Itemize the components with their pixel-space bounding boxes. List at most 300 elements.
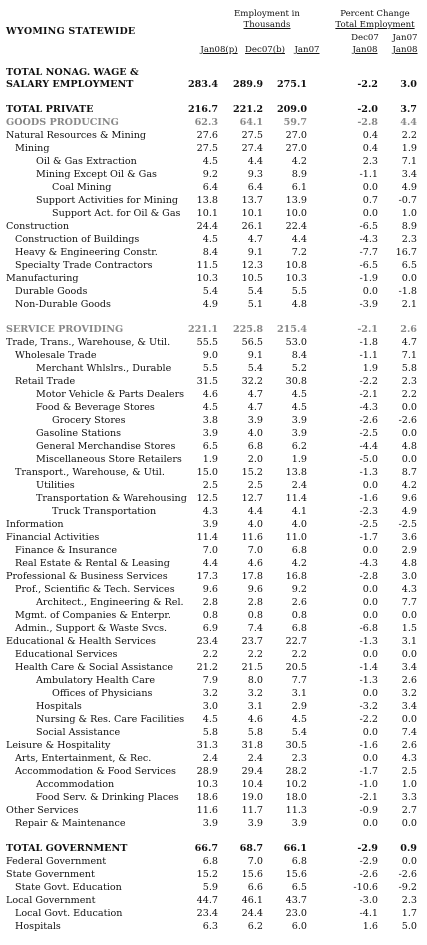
cell-dec07: 6.2: [247, 921, 263, 932]
cell-pct-dec07-jan08: -2.1: [357, 324, 378, 335]
table-row: [0, 635, 427, 648]
table-row: [0, 778, 427, 791]
cell-pct-jan07-jan08: 4.9: [401, 506, 417, 517]
table-row: [0, 259, 427, 272]
cell-jan07: 30.8: [285, 376, 307, 387]
table-row: [0, 609, 427, 622]
cell-jan08: 1.9: [202, 454, 218, 465]
percent-header: [327, 9, 423, 31]
cell-pct-dec07-jan08: -6.5: [359, 221, 378, 232]
cell-jan08: 24.4: [196, 221, 218, 232]
cell-dec07: 289.9: [232, 79, 263, 90]
cell-jan07: 1.9: [291, 454, 307, 465]
cell-dec07: 2.5: [247, 480, 263, 491]
cell-pct-dec07-jan08: -1.3: [359, 636, 378, 647]
cell-jan07: 9.2: [291, 584, 307, 595]
row-label: Local Govt. Education: [15, 908, 123, 919]
cell-jan08: 21.2: [196, 662, 218, 673]
cell-dec07: 9.3: [247, 169, 263, 180]
cell-pct-dec07-jan08: -2.5: [359, 519, 378, 530]
cell-pct-jan07-jan08: 0.0: [401, 610, 417, 621]
cell-dec07: 3.2: [247, 688, 263, 699]
cell-jan07: 27.0: [285, 130, 307, 141]
row-label: Miscellaneous Store Retailers: [36, 454, 182, 465]
row-label: Food & Beverage Stores: [36, 402, 155, 413]
cell-pct-jan07-jan08: 2.6: [401, 675, 417, 686]
cell-dec07: 4.0: [247, 428, 263, 439]
cell-pct-jan07-jan08: 3.2: [401, 688, 417, 699]
col-pct-jan07-jan08: Jan08: [392, 45, 418, 55]
cell-pct-dec07-jan08: -6.5: [359, 260, 378, 271]
cell-dec07: 68.7: [239, 843, 263, 854]
cell-dec07: 4.4: [247, 506, 263, 517]
table-row: [0, 207, 427, 220]
cell-dec07: 15.2: [241, 467, 263, 478]
cell-pct-dec07-jan08: -2.3: [359, 506, 378, 517]
row-label: GOODS PRODUCING: [6, 117, 119, 128]
table-row: [0, 674, 427, 687]
row-label: Durable Goods: [15, 286, 88, 297]
percent-header-line2: Total Employment: [335, 20, 415, 30]
cell-pct-dec07-jan08: -2.6: [359, 869, 378, 880]
cell-dec07: 7.4: [247, 623, 263, 634]
table-row: [0, 323, 427, 336]
table-row: [0, 453, 427, 466]
row-label: Natural Resources & Mining: [6, 130, 147, 141]
row-label: Grocery Stores: [52, 415, 126, 426]
cell-pct-dec07-jan08: 0.0: [362, 727, 378, 738]
cell-dec07: 4.0: [247, 519, 263, 530]
cell-dec07: 11.7: [241, 805, 263, 816]
cell-jan07: 4.0: [291, 519, 307, 530]
cell-dec07: 5.8: [247, 727, 263, 738]
row-label: Wholesale Trade: [15, 350, 97, 361]
employment-header: [222, 9, 312, 31]
cell-pct-jan07-jan08: 3.0: [400, 79, 417, 90]
cell-jan08: 3.2: [202, 688, 218, 699]
cell-jan07: 10.2: [285, 779, 307, 790]
row-label: Information: [6, 519, 64, 530]
row-label: Accommodation: [36, 779, 115, 790]
cell-pct-jan07-jan08: 4.9: [401, 182, 417, 193]
cell-jan07: 0.8: [291, 610, 307, 621]
cell-pct-dec07-jan08: -3.9: [359, 299, 378, 310]
cell-jan07: 13.9: [285, 195, 307, 206]
row-label: State Govt. Education: [15, 882, 122, 893]
cell-pct-dec07-jan08: -4.3: [359, 558, 378, 569]
cell-jan08: 31.3: [196, 740, 218, 751]
cell-pct-jan07-jan08: 6.5: [401, 260, 417, 271]
cell-jan08: 5.8: [202, 727, 218, 738]
cell-dec07: 6.6: [247, 882, 263, 893]
row-label: Hospitals: [15, 921, 61, 932]
cell-pct-jan07-jan08: 2.6: [400, 324, 417, 335]
cell-jan08: 31.5: [196, 376, 218, 387]
cell-dec07: 64.1: [239, 117, 263, 128]
cell-jan08: 7.0: [202, 545, 218, 556]
cell-jan08: 23.4: [196, 636, 218, 647]
row-label: Prof., Scientific & Tech. Services: [15, 584, 175, 595]
row-label: Nursing & Res. Care Facilities: [36, 714, 185, 725]
table-row: [0, 440, 427, 453]
table-row: [0, 168, 427, 181]
report-title: WYOMING STATEWIDE: [6, 26, 136, 37]
cell-jan08: 6.4: [202, 182, 218, 193]
row-label: Arts, Entertainment, & Rec.: [15, 753, 152, 764]
cell-pct-dec07-jan08: -2.5: [359, 428, 378, 439]
cell-jan07: 22.4: [285, 221, 307, 232]
cell-jan07: 20.5: [285, 662, 307, 673]
table-row: [0, 492, 427, 505]
cell-jan08: 4.4: [202, 558, 218, 569]
row-label: Utilities: [36, 480, 75, 491]
cell-jan07: 6.8: [291, 623, 307, 634]
cell-pct-jan07-jan08: 5.8: [401, 363, 417, 374]
table-row: [0, 336, 427, 349]
cell-jan08: 3.9: [202, 428, 218, 439]
cell-jan08: 4.5: [202, 234, 218, 245]
cell-jan07: 2.2: [291, 649, 307, 660]
row-label: Truck Transportation: [52, 506, 157, 517]
cell-pct-dec07-jan08: -6.8: [359, 623, 378, 634]
cell-jan08: 15.2: [196, 869, 218, 880]
row-label: Transportation & Warehousing: [36, 493, 187, 504]
cell-jan08: 3.9: [202, 818, 218, 829]
cell-pct-jan07-jan08: 3.4: [401, 662, 417, 673]
cell-jan08: 5.9: [202, 882, 218, 893]
table-row: [0, 518, 427, 531]
cell-dec07: 10.4: [241, 779, 263, 790]
table-row: [0, 155, 427, 168]
cell-dec07: 4.7: [247, 402, 263, 413]
table-row: [0, 648, 427, 661]
cell-pct-jan07-jan08: 3.6: [401, 532, 417, 543]
row-label: Professional & Business Services: [6, 571, 168, 582]
cell-jan07: 6.8: [291, 856, 307, 867]
cell-jan08: 4.3: [202, 506, 218, 517]
cell-jan07: 27.0: [285, 143, 307, 154]
row-label: SALARY EMPLOYMENT: [6, 79, 134, 90]
cell-jan08: 2.4: [202, 753, 218, 764]
cell-pct-jan07-jan08: 2.3: [401, 376, 417, 387]
cell-dec07: 9.1: [247, 247, 263, 258]
cell-pct-dec07-jan08: -1.9: [359, 273, 378, 284]
cell-jan07: 2.9: [291, 701, 307, 712]
cell-pct-dec07-jan08: 0.0: [362, 649, 378, 660]
cell-jan08: 18.6: [196, 792, 218, 803]
cell-jan07: 4.2: [291, 156, 307, 167]
table-row: [0, 272, 427, 285]
cell-jan08: 11.4: [196, 532, 218, 543]
cell-dec07: 17.8: [241, 571, 263, 582]
cell-jan07: 23.0: [285, 908, 307, 919]
cell-pct-jan07-jan08: -0.7: [398, 195, 417, 206]
col-dec07b: Dec07(b): [245, 45, 285, 55]
cell-pct-jan07-jan08: 2.2: [401, 389, 417, 400]
table-row: [0, 583, 427, 596]
cell-pct-jan07-jan08: 0.0: [401, 856, 417, 867]
cell-pct-jan07-jan08: 4.3: [401, 584, 417, 595]
cell-jan07: 3.9: [291, 428, 307, 439]
cell-jan07: 3.1: [291, 688, 307, 699]
col-jan07: Jan07: [294, 45, 320, 55]
cell-jan08: 8.4: [202, 247, 218, 258]
cell-pct-dec07-jan08: -10.6: [353, 882, 378, 893]
cell-pct-dec07-jan08: -1.3: [359, 467, 378, 478]
cell-pct-dec07-jan08: -3.2: [359, 701, 378, 712]
cell-jan07: 10.8: [285, 260, 307, 271]
cell-dec07: 26.1: [241, 221, 263, 232]
cell-jan07: 30.5: [285, 740, 307, 751]
table-row: [0, 752, 427, 765]
cell-jan08: 221.1: [187, 324, 218, 335]
col-dec07-top: Dec07: [351, 33, 379, 43]
table-row: [0, 246, 427, 259]
cell-pct-jan07-jan08: 2.5: [401, 766, 417, 777]
row-label: Mgmt. of Companies & Enterpr.: [15, 610, 171, 621]
cell-jan07: 6.1: [291, 182, 307, 193]
cell-jan07: 7.7: [291, 675, 307, 686]
cell-pct-jan07-jan08: 2.1: [401, 299, 417, 310]
cell-pct-jan07-jan08: 7.7: [401, 597, 417, 608]
row-label: TOTAL GOVERNMENT: [6, 843, 128, 854]
cell-pct-jan07-jan08: 0.0: [401, 714, 417, 725]
cell-dec07: 225.8: [232, 324, 263, 335]
cell-pct-jan07-jan08: 0.0: [401, 428, 417, 439]
cell-pct-dec07-jan08: -1.1: [359, 350, 378, 361]
cell-jan08: 66.7: [194, 843, 218, 854]
cell-dec07: 7.0: [247, 856, 263, 867]
cell-pct-dec07-jan08: 1.6: [362, 921, 378, 932]
cell-pct-dec07-jan08: -2.9: [359, 856, 378, 867]
cell-pct-jan07-jan08: 4.2: [401, 480, 417, 491]
cell-dec07: 23.7: [241, 636, 263, 647]
cell-dec07: 5.4: [247, 286, 263, 297]
cell-pct-dec07-jan08: -1.4: [359, 662, 378, 673]
table-row: [0, 596, 427, 609]
cell-jan07: 3.9: [291, 818, 307, 829]
cell-pct-jan07-jan08: 3.7: [400, 104, 417, 115]
cell-jan08: 4.5: [202, 156, 218, 167]
cell-jan08: 27.6: [196, 130, 218, 141]
cell-dec07: 2.4: [247, 753, 263, 764]
table-row: [0, 920, 427, 933]
cell-dec07: 9.1: [247, 350, 263, 361]
cell-dec07: 6.4: [247, 182, 263, 193]
cell-pct-jan07-jan08: -9.2: [398, 882, 417, 893]
table-row: [0, 388, 427, 401]
table-row: [0, 103, 427, 116]
cell-pct-dec07-jan08: 0.0: [362, 182, 378, 193]
cell-pct-dec07-jan08: 0.0: [362, 818, 378, 829]
cell-jan08: 10.3: [196, 273, 218, 284]
table-row: [0, 622, 427, 635]
cell-pct-jan07-jan08: 0.0: [401, 273, 417, 284]
row-label: Coal Mining: [52, 182, 112, 193]
cell-dec07: 21.5: [241, 662, 263, 673]
col-pct-dec07-jan08: Jan08: [352, 45, 378, 55]
row-label: Motor Vehicle & Parts Dealers: [36, 389, 185, 400]
row-label: Educational & Health Services: [6, 636, 156, 647]
cell-dec07: 4.6: [247, 714, 263, 725]
cell-jan08: 11.6: [196, 805, 218, 816]
cell-dec07: 10.5: [241, 273, 263, 284]
cell-jan08: 6.3: [202, 921, 218, 932]
cell-dec07: 56.5: [241, 337, 263, 348]
cell-pct-dec07-jan08: 0.0: [362, 545, 378, 556]
cell-pct-dec07-jan08: -1.0: [359, 779, 378, 790]
cell-dec07: 31.8: [241, 740, 263, 751]
cell-dec07: 12.3: [241, 260, 263, 271]
cell-dec07: 2.2: [247, 649, 263, 660]
table-row: [0, 700, 427, 713]
cell-pct-jan07-jan08: 2.3: [401, 895, 417, 906]
cell-jan07: 5.2: [291, 363, 307, 374]
cell-jan07: 5.4: [291, 727, 307, 738]
cell-dec07: 7.0: [247, 545, 263, 556]
row-label: Support Act. for Oil & Gas: [52, 208, 181, 219]
table-row: [0, 855, 427, 868]
row-label: Leisure & Hospitality: [6, 740, 111, 751]
row-label: Architect., Engineering & Rel.: [36, 597, 184, 608]
cell-dec07: 8.0: [247, 675, 263, 686]
cell-jan07: 2.6: [291, 597, 307, 608]
cell-jan07: 43.7: [285, 895, 307, 906]
cell-jan07: 6.5: [291, 882, 307, 893]
cell-dec07: 13.7: [241, 195, 263, 206]
row-label: Specialty Trade Contractors: [15, 260, 153, 271]
cell-pct-jan07-jan08: 2.9: [401, 545, 417, 556]
cell-pct-dec07-jan08: 0.0: [362, 286, 378, 297]
table-row: [0, 505, 427, 518]
cell-pct-jan07-jan08: 4.7: [401, 337, 417, 348]
cell-jan07: 4.2: [291, 558, 307, 569]
cell-pct-dec07-jan08: 0.0: [362, 584, 378, 595]
cell-jan08: 0.8: [202, 610, 218, 621]
row-label: Educational Services: [15, 649, 118, 660]
cell-pct-dec07-jan08: 0.0: [362, 597, 378, 608]
cell-jan07: 6.8: [291, 545, 307, 556]
cell-pct-dec07-jan08: -2.8: [359, 571, 378, 582]
cell-jan08: 10.3: [196, 779, 218, 790]
cell-pct-dec07-jan08: -2.6: [359, 415, 378, 426]
cell-pct-dec07-jan08: 0.0: [362, 610, 378, 621]
table-row: [0, 842, 427, 855]
cell-jan07: 59.7: [283, 117, 307, 128]
cell-dec07: 2.8: [247, 597, 263, 608]
cell-jan08: 2.5: [202, 480, 218, 491]
cell-jan07: 66.1: [283, 843, 307, 854]
cell-jan07: 4.4: [291, 234, 307, 245]
cell-pct-jan07-jan08: 1.0: [401, 779, 417, 790]
row-label: TOTAL NONAG. WAGE &: [6, 67, 139, 78]
cell-pct-dec07-jan08: -1.3: [359, 675, 378, 686]
table-row: [0, 479, 427, 492]
cell-dec07: 29.4: [241, 766, 263, 777]
row-label: Trade, Trans., Warehouse, & Util.: [6, 337, 171, 348]
cell-pct-dec07-jan08: -2.2: [357, 79, 378, 90]
cell-pct-jan07-jan08: -2.6: [398, 415, 417, 426]
cell-pct-dec07-jan08: -2.9: [357, 843, 378, 854]
cell-dec07: 15.6: [241, 869, 263, 880]
cell-jan07: 13.8: [285, 467, 307, 478]
row-label: Gasoline Stations: [36, 428, 122, 439]
cell-jan08: 5.5: [202, 363, 218, 374]
cell-jan08: 2.2: [202, 649, 218, 660]
row-label: Construction: [6, 221, 70, 232]
cell-jan08: 216.7: [187, 104, 218, 115]
cell-pct-dec07-jan08: 0.4: [362, 143, 378, 154]
cell-pct-jan07-jan08: 2.2: [401, 130, 417, 141]
row-label: Admin., Support & Waste Svcs.: [15, 623, 168, 634]
cell-pct-dec07-jan08: 0.0: [362, 753, 378, 764]
cell-dec07: 3.9: [247, 415, 263, 426]
cell-jan08: 283.4: [187, 79, 218, 90]
row-label: Finance & Insurance: [15, 545, 118, 556]
cell-dec07: 11.6: [241, 532, 263, 543]
cell-jan07: 18.0: [285, 792, 307, 803]
cell-jan08: 4.6: [202, 389, 218, 400]
cell-pct-jan07-jan08: 2.3: [401, 234, 417, 245]
percent-header-line1: Percent Change: [340, 9, 410, 19]
row-label: Hospitals: [36, 701, 82, 712]
table-row: [0, 557, 427, 570]
table-row: [0, 661, 427, 674]
row-label: Real Estate & Rental & Leasing: [15, 558, 170, 569]
cell-pct-jan07-jan08: 3.3: [401, 792, 417, 803]
cell-pct-dec07-jan08: 0.0: [362, 208, 378, 219]
table-row: [0, 765, 427, 778]
table-row: [0, 142, 427, 155]
cell-dec07: 3.9: [247, 818, 263, 829]
table-row: [0, 285, 427, 298]
cell-pct-dec07-jan08: -1.6: [359, 493, 378, 504]
cell-jan08: 7.9: [202, 675, 218, 686]
cell-jan08: 4.9: [202, 299, 218, 310]
cell-jan08: 2.8: [202, 597, 218, 608]
table-row: [0, 726, 427, 739]
cell-jan07: 11.3: [285, 805, 307, 816]
table-row: [0, 687, 427, 700]
cell-pct-jan07-jan08: 9.6: [401, 493, 417, 504]
table-row: [0, 881, 427, 894]
row-label: TOTAL PRIVATE: [6, 104, 94, 115]
cell-jan08: 9.6: [202, 584, 218, 595]
cell-jan08: 3.8: [202, 415, 218, 426]
row-label: Support Activities for Mining: [36, 195, 179, 206]
cell-pct-dec07-jan08: -4.3: [359, 234, 378, 245]
cell-jan07: 28.2: [285, 766, 307, 777]
cell-jan08: 9.0: [202, 350, 218, 361]
table-row: [0, 116, 427, 129]
cell-pct-dec07-jan08: -1.1: [359, 169, 378, 180]
table-row: [0, 739, 427, 752]
cell-jan07: 11.4: [285, 493, 307, 504]
table-row: [0, 907, 427, 920]
cell-pct-dec07-jan08: -2.0: [357, 104, 378, 115]
cell-jan07: 22.7: [285, 636, 307, 647]
cell-pct-jan07-jan08: 3.4: [401, 701, 417, 712]
cell-pct-jan07-jan08: 4.4: [400, 117, 417, 128]
row-label: Federal Government: [6, 856, 107, 867]
cell-pct-jan07-jan08: 7.1: [401, 350, 417, 361]
cell-jan08: 11.5: [196, 260, 218, 271]
col-jan07-top: Jan07: [392, 33, 418, 43]
cell-jan08: 3.0: [202, 701, 218, 712]
row-label: Heavy & Engineering Constr.: [15, 247, 158, 258]
cell-pct-jan07-jan08: 2.7: [401, 805, 417, 816]
cell-jan07: 10.0: [285, 208, 307, 219]
